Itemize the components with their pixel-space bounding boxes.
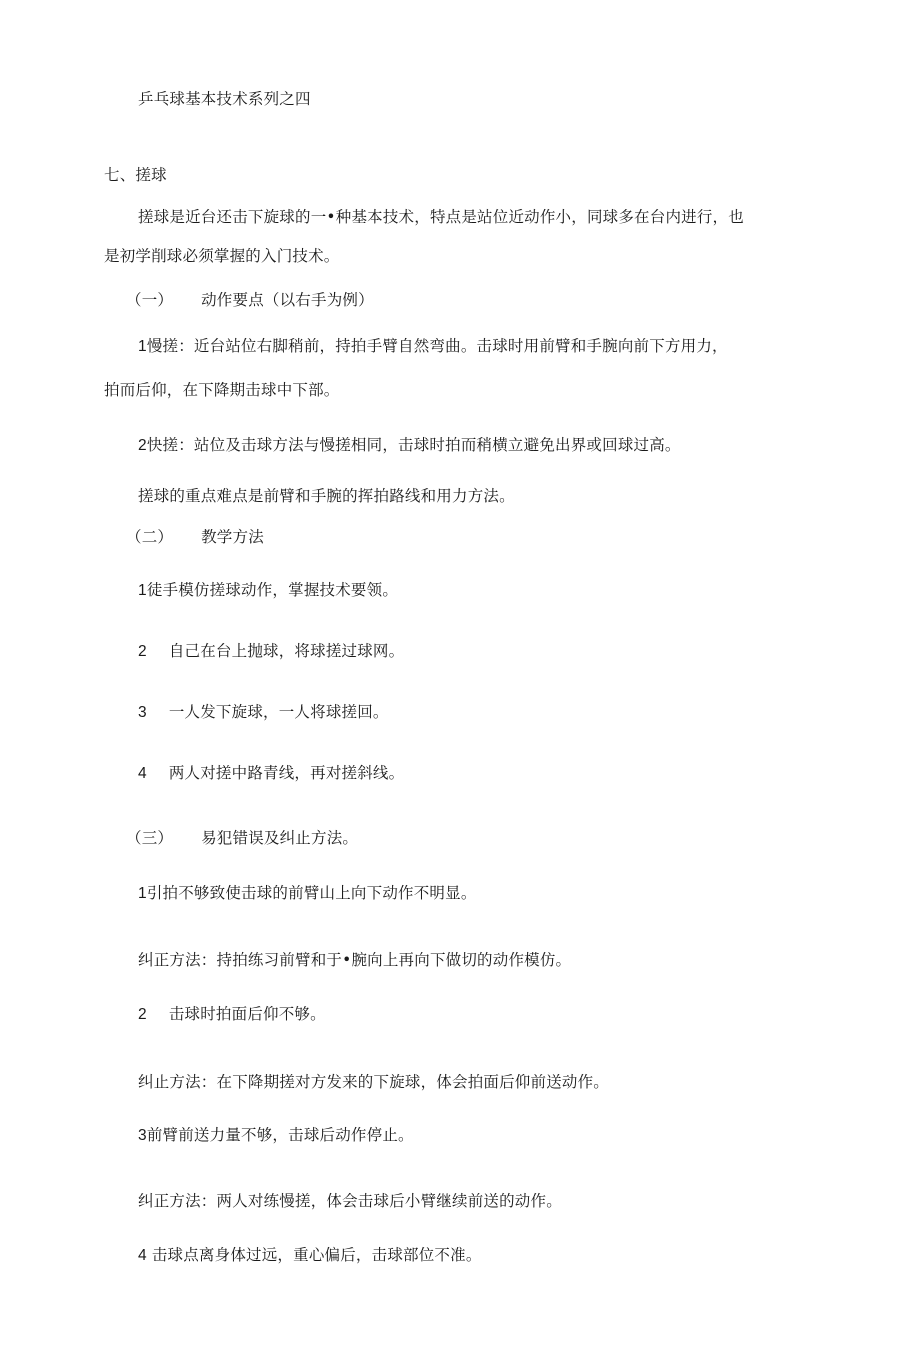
point-1-line-1 xyxy=(138,336,728,357)
point-2-text: 快搓：站位及击球方法与慢搓相同，击球时拍而稍横立避免出界或回球过高。 xyxy=(146,436,681,454)
method-2 xyxy=(138,641,404,662)
method-4-number: 4 xyxy=(138,765,147,782)
error-3-number: 3 xyxy=(138,1127,147,1144)
key-point: 搓球的重点难点是前臂和手腕的挥拍路线和用力方法。 xyxy=(138,487,515,505)
method-4-text: 两人对搓中路青线，再对搓斜线。 xyxy=(168,764,405,782)
error-1-text: 引拍不够致使击球的前臂山上向下动作不明显。 xyxy=(146,884,477,902)
error-1 xyxy=(138,883,477,904)
error-4 xyxy=(138,1245,482,1266)
subsection-1-heading xyxy=(126,290,374,310)
point-1-line-2: 拍而后仰，在下降期击球中下部。 xyxy=(104,381,340,399)
error-3-text: 前臂前送力量不够，击球后动作停止。 xyxy=(146,1126,414,1144)
error-2-fix: 纠止方法：在下降期搓对方发来的下旋球，体会拍面后仰前送动作。 xyxy=(138,1073,610,1091)
error-3-fix: 纠正方法：两人对练慢搓，体会击球后小臂继续前送的动作。 xyxy=(138,1192,562,1210)
subsection-3-label: 易犯错误及纠止方法。 xyxy=(201,829,359,847)
error-2-number: 2 xyxy=(138,1006,147,1023)
point-2 xyxy=(138,435,681,456)
method-3-number: 3 xyxy=(138,704,147,721)
method-2-text: 自己在台上抛球，将球搓过球网。 xyxy=(168,642,405,660)
method-1-number: 1 xyxy=(138,582,147,599)
method-4 xyxy=(138,763,404,784)
intro-paragraph-line-1: 搓球是近台还击下旋球的一•种基本技术，特点是站位近动作小，同球多在台内进行，也 xyxy=(138,208,744,226)
method-2-number: 2 xyxy=(138,643,147,660)
subsection-1-label: 动作要点（以右手为例） xyxy=(201,291,374,309)
method-3-text: 一人发下旋球，一人将球搓回。 xyxy=(168,703,389,721)
error-3 xyxy=(138,1125,414,1146)
method-1 xyxy=(138,580,398,601)
point-1-text: 慢搓：近台站位右脚稍前，持拍手臂自然弯曲。击球时用前臂和手腕向前下方用力， xyxy=(146,337,728,355)
method-1-text: 徒手模仿搓球动作，掌握技术要领。 xyxy=(146,581,399,599)
section-heading: 七、搓球 xyxy=(104,166,167,184)
error-2-text: 击球时拍面后仰不够。 xyxy=(168,1005,326,1023)
method-3 xyxy=(138,702,389,723)
point-1-number: 1 xyxy=(138,338,147,355)
error-4-text: 击球点离身体过远，重心偏后，击球部位不准。 xyxy=(151,1246,482,1264)
subsection-3-marker: （三） xyxy=(126,829,174,847)
subsection-3-heading xyxy=(126,828,358,848)
error-2 xyxy=(138,1004,326,1025)
document-title: 乒乓球基本技术系列之四 xyxy=(138,90,311,108)
intro-paragraph-line-2: 是初学削球必须掌握的入门技术。 xyxy=(104,247,340,265)
error-4-number: 4 xyxy=(138,1247,147,1264)
subsection-1-marker: （一） xyxy=(126,291,174,309)
point-2-number: 2 xyxy=(138,437,147,454)
error-1-fix: 纠正方法：持拍练习前臂和于•腕向上再向下做切的动作模仿。 xyxy=(138,951,572,969)
error-1-number: 1 xyxy=(138,885,147,902)
subsection-2-label: 教学方法 xyxy=(201,528,264,546)
subsection-2-marker: （二） xyxy=(126,528,174,546)
subsection-2-heading xyxy=(126,527,264,547)
